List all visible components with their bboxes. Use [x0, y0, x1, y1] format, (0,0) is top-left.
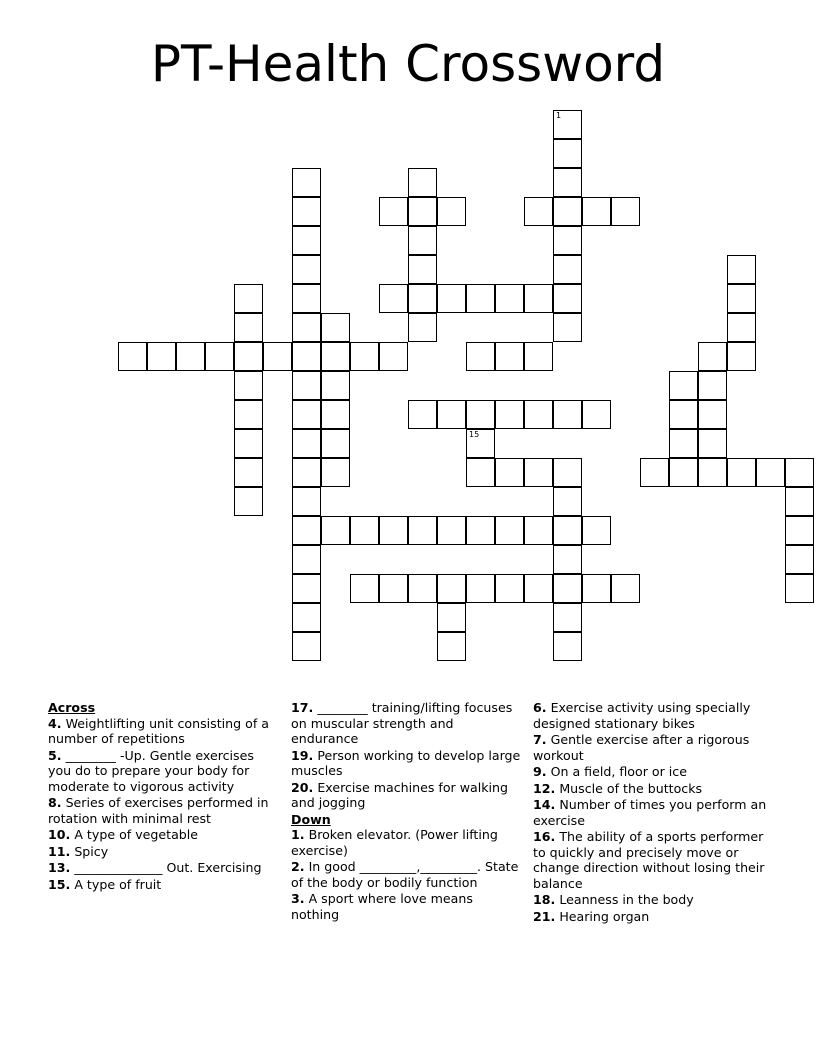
grid-cell[interactable]	[466, 342, 495, 371]
grid-cell[interactable]	[408, 168, 437, 197]
grid-cell[interactable]	[495, 400, 524, 429]
clue-item-number: 19.	[291, 747, 314, 763]
grid-cell[interactable]	[582, 400, 611, 429]
across-header: Across	[48, 700, 96, 715]
grid-cell[interactable]	[611, 197, 640, 226]
grid-cell[interactable]	[234, 429, 263, 458]
grid-cell[interactable]	[698, 458, 727, 487]
grid-cell[interactable]	[611, 574, 640, 603]
grid-cell[interactable]	[263, 342, 292, 371]
grid-cell[interactable]	[785, 516, 814, 545]
clue-item	[48, 860, 276, 876]
grid-cell[interactable]	[292, 255, 321, 284]
clue-item-number: 14.	[533, 797, 556, 812]
clue-item-number: 18.	[533, 892, 556, 907]
grid-cell[interactable]	[727, 458, 756, 487]
clue-item-text: On a field, floor or ice	[546, 764, 687, 779]
grid-cell[interactable]	[234, 313, 263, 342]
grid-cell[interactable]	[553, 632, 582, 661]
grid-cell[interactable]	[495, 342, 524, 371]
grid-cell[interactable]	[466, 429, 495, 458]
grid-cell[interactable]	[466, 400, 495, 429]
grid-cell[interactable]	[408, 226, 437, 255]
grid-cell[interactable]	[553, 110, 582, 139]
clue-item-number: 11.	[48, 843, 71, 859]
grid-cell[interactable]	[408, 255, 437, 284]
down-header: Down	[291, 811, 331, 827]
grid-cell[interactable]	[553, 139, 582, 168]
grid-cell[interactable]	[553, 574, 582, 603]
clue-item-number: 7.	[533, 732, 547, 747]
grid-cell[interactable]	[408, 574, 437, 603]
grid-cell[interactable]	[524, 574, 553, 603]
down-clue-list	[291, 827, 521, 922]
clue-item-number: 20.	[291, 779, 314, 795]
clues-column-2	[291, 700, 521, 923]
clue-item	[533, 797, 773, 828]
grid-cell[interactable]	[582, 516, 611, 545]
grid-cell[interactable]	[553, 284, 582, 313]
grid-cell[interactable]	[582, 574, 611, 603]
grid-cell[interactable]	[669, 371, 698, 400]
grid-cell[interactable]	[524, 458, 553, 487]
clue-item-number: 3.	[291, 891, 305, 906]
clue-item-text: A type of vegetable	[70, 827, 199, 842]
grid-cell[interactable]	[292, 342, 321, 371]
across-clue-list	[48, 716, 276, 893]
clue-item-text: Hearing organ	[555, 908, 650, 924]
grid-cell[interactable]	[756, 458, 785, 487]
clue-item-text: Broken elevator. (Power lifting exercise)	[291, 827, 498, 858]
clue-item-number: 9.	[533, 764, 547, 779]
grid-cell[interactable]	[495, 284, 524, 313]
clue-item-number: 13.	[48, 860, 71, 875]
grid-cell[interactable]	[292, 284, 321, 313]
grid-cell[interactable]	[437, 197, 466, 226]
across-clue-list-continued	[291, 700, 521, 811]
clue-item-number: 10.	[48, 827, 71, 842]
grid-cell[interactable]	[205, 342, 234, 371]
clue-item	[533, 732, 773, 763]
clue-item-text: Number of times you perform an exercise	[533, 797, 767, 828]
clue-item-number: 2.	[291, 859, 305, 874]
clue-item-number: 17.	[291, 700, 314, 715]
clue-item	[533, 829, 773, 891]
grid-cell[interactable]	[292, 545, 321, 574]
grid-cell[interactable]	[292, 226, 321, 255]
clue-item-number: 1.	[291, 827, 305, 842]
grid-cell[interactable]	[524, 284, 553, 313]
grid-cell[interactable]	[640, 458, 669, 487]
grid-cell[interactable]	[379, 342, 408, 371]
clue-item-text: A sport where love means nothing	[291, 891, 473, 922]
grid-cell[interactable]	[408, 516, 437, 545]
clue-number: 1	[556, 111, 562, 120]
clue-item-number: 12.	[533, 780, 556, 796]
grid-cell[interactable]	[292, 168, 321, 197]
grid-cell[interactable]	[727, 313, 756, 342]
grid-cell[interactable]	[785, 574, 814, 603]
grid-cell[interactable]	[553, 226, 582, 255]
grid-cell[interactable]	[292, 197, 321, 226]
clue-item-number: 16.	[533, 829, 556, 844]
grid-cell[interactable]	[698, 400, 727, 429]
clue-item	[533, 909, 773, 925]
grid-cell[interactable]	[234, 371, 263, 400]
grid-cell[interactable]	[118, 342, 147, 371]
grid-cell[interactable]	[234, 458, 263, 487]
clue-item-text: The ability of a sports performer to quickly and precisely move or change direction without losing their balance	[533, 829, 765, 891]
grid-cell[interactable]	[408, 284, 437, 313]
grid-cell[interactable]	[524, 197, 553, 226]
grid-cell[interactable]	[698, 371, 727, 400]
grid-cell[interactable]	[466, 574, 495, 603]
grid-cell[interactable]	[379, 516, 408, 545]
grid-cell[interactable]	[553, 545, 582, 574]
grid-cell[interactable]	[350, 342, 379, 371]
clue-item	[48, 748, 276, 795]
grid-cell[interactable]	[437, 574, 466, 603]
grid-cell[interactable]	[437, 400, 466, 429]
grid-cell[interactable]	[321, 458, 350, 487]
clue-item-number: 21.	[533, 908, 556, 924]
clue-item	[533, 781, 773, 797]
grid-cell[interactable]	[553, 168, 582, 197]
grid-cell[interactable]	[524, 516, 553, 545]
grid-cell[interactable]	[292, 371, 321, 400]
grid-cell[interactable]	[727, 342, 756, 371]
grid-cell[interactable]	[292, 400, 321, 429]
grid-cell[interactable]	[292, 313, 321, 342]
grid-cell[interactable]	[495, 574, 524, 603]
clue-item-number: 15.	[48, 876, 71, 892]
grid-cell[interactable]	[553, 603, 582, 632]
grid-cell[interactable]	[321, 342, 350, 371]
grid-cell[interactable]	[524, 400, 553, 429]
grid-cell[interactable]	[669, 429, 698, 458]
grid-cell[interactable]	[321, 516, 350, 545]
clues-column-1	[48, 700, 276, 893]
clue-item-text: ________ -Up. Gentle exercises you do to prepare your body for moderate to vigorous activity	[48, 747, 254, 794]
grid-cell[interactable]	[669, 458, 698, 487]
grid-cell[interactable]	[234, 487, 263, 516]
clue-item-text: In good _________,_________. State of the body or bodily function	[291, 859, 519, 890]
clue-item-text: Weightlifting unit consisting of a number of repetitions	[48, 715, 269, 746]
grid-cell[interactable]	[466, 458, 495, 487]
grid-cell[interactable]	[495, 458, 524, 487]
clue-item	[291, 700, 521, 747]
clue-item	[291, 859, 521, 890]
grid-cell[interactable]	[437, 603, 466, 632]
grid-cell[interactable]	[466, 516, 495, 545]
grid-cell[interactable]	[147, 342, 176, 371]
clue-item-text: Exercise activity using specially designed stationary bikes	[533, 700, 751, 731]
grid-cell[interactable]	[234, 284, 263, 313]
clue-item-number: 8.	[48, 795, 62, 810]
grid-cell[interactable]	[727, 255, 756, 284]
grid-cell[interactable]	[437, 284, 466, 313]
grid-cell[interactable]	[292, 487, 321, 516]
clue-number: 15	[469, 430, 480, 439]
grid-cell[interactable]	[553, 516, 582, 545]
clue-item	[291, 748, 521, 779]
grid-cell[interactable]	[321, 313, 350, 342]
grid-cell[interactable]	[553, 400, 582, 429]
grid-cell[interactable]	[321, 429, 350, 458]
grid-cell[interactable]	[466, 284, 495, 313]
clue-item	[533, 764, 773, 780]
grid-cell[interactable]	[698, 342, 727, 371]
grid-cell[interactable]	[176, 342, 205, 371]
clue-item-number: 4.	[48, 715, 62, 731]
clue-item-text: Muscle of the buttocks	[555, 780, 703, 796]
grid-cell[interactable]	[785, 458, 814, 487]
grid-cell[interactable]	[553, 487, 582, 516]
grid-cell[interactable]	[698, 429, 727, 458]
clue-item-number: 6.	[533, 700, 547, 715]
clues-column-3	[533, 700, 773, 925]
clue-item	[48, 877, 276, 893]
grid-cell[interactable]	[292, 458, 321, 487]
clue-item-text: Exercise machines for walking and jogging	[291, 779, 509, 810]
clue-item-number: 5.	[48, 747, 62, 763]
grid-cell[interactable]	[669, 400, 698, 429]
grid-cell[interactable]	[292, 516, 321, 545]
page-title: PT-Health Crossword	[150, 35, 666, 93]
clue-item-text: A type of fruit	[70, 876, 162, 892]
grid-cell[interactable]	[553, 197, 582, 226]
grid-cell[interactable]	[321, 371, 350, 400]
grid-cell[interactable]	[553, 313, 582, 342]
grid-cell[interactable]	[524, 342, 553, 371]
clue-item-text: Leanness in the body	[555, 892, 694, 907]
grid-cell[interactable]	[350, 574, 379, 603]
clue-item	[48, 795, 276, 826]
grid-cell[interactable]	[234, 342, 263, 371]
grid-cell[interactable]	[437, 632, 466, 661]
clue-item-text: Spicy	[70, 843, 109, 859]
clue-item	[48, 827, 276, 843]
grid-cell[interactable]	[292, 632, 321, 661]
grid-cell[interactable]	[727, 284, 756, 313]
grid-cell[interactable]	[553, 255, 582, 284]
grid-cell[interactable]	[408, 313, 437, 342]
clue-item	[291, 780, 521, 811]
grid-cell[interactable]	[437, 516, 466, 545]
grid-cell[interactable]	[234, 400, 263, 429]
grid-cell[interactable]	[553, 458, 582, 487]
clue-item	[48, 716, 276, 747]
grid-cell[interactable]	[292, 603, 321, 632]
clue-item	[533, 700, 773, 731]
grid-cell[interactable]	[350, 516, 379, 545]
clue-item	[291, 891, 521, 922]
grid-cell[interactable]	[379, 284, 408, 313]
clue-item-text: Series of exercises performed in rotation with minimal rest	[48, 795, 269, 826]
clue-item-text: Gentle exercise after a rigorous workout	[533, 732, 750, 763]
grid-cell[interactable]	[379, 574, 408, 603]
clue-item-text: ________ training/lifting focuses on muscular strength and endurance	[291, 700, 513, 746]
grid-cell[interactable]	[292, 429, 321, 458]
grid-cell[interactable]	[582, 197, 611, 226]
grid-cell[interactable]	[408, 400, 437, 429]
clue-item	[291, 827, 521, 858]
down-clue-list-continued	[533, 700, 773, 924]
clue-item-text: ______________ Out. Exercising	[70, 860, 262, 875]
grid-cell[interactable]	[495, 516, 524, 545]
clue-item	[48, 844, 276, 860]
grid-cell[interactable]	[785, 545, 814, 574]
grid-cell[interactable]	[292, 574, 321, 603]
clue-item-text: Person working to develop large muscles	[291, 747, 521, 778]
grid-cell[interactable]	[408, 197, 437, 226]
grid-cell[interactable]	[785, 487, 814, 516]
clue-item	[533, 892, 773, 908]
grid-cell[interactable]	[321, 400, 350, 429]
grid-cell[interactable]	[379, 197, 408, 226]
